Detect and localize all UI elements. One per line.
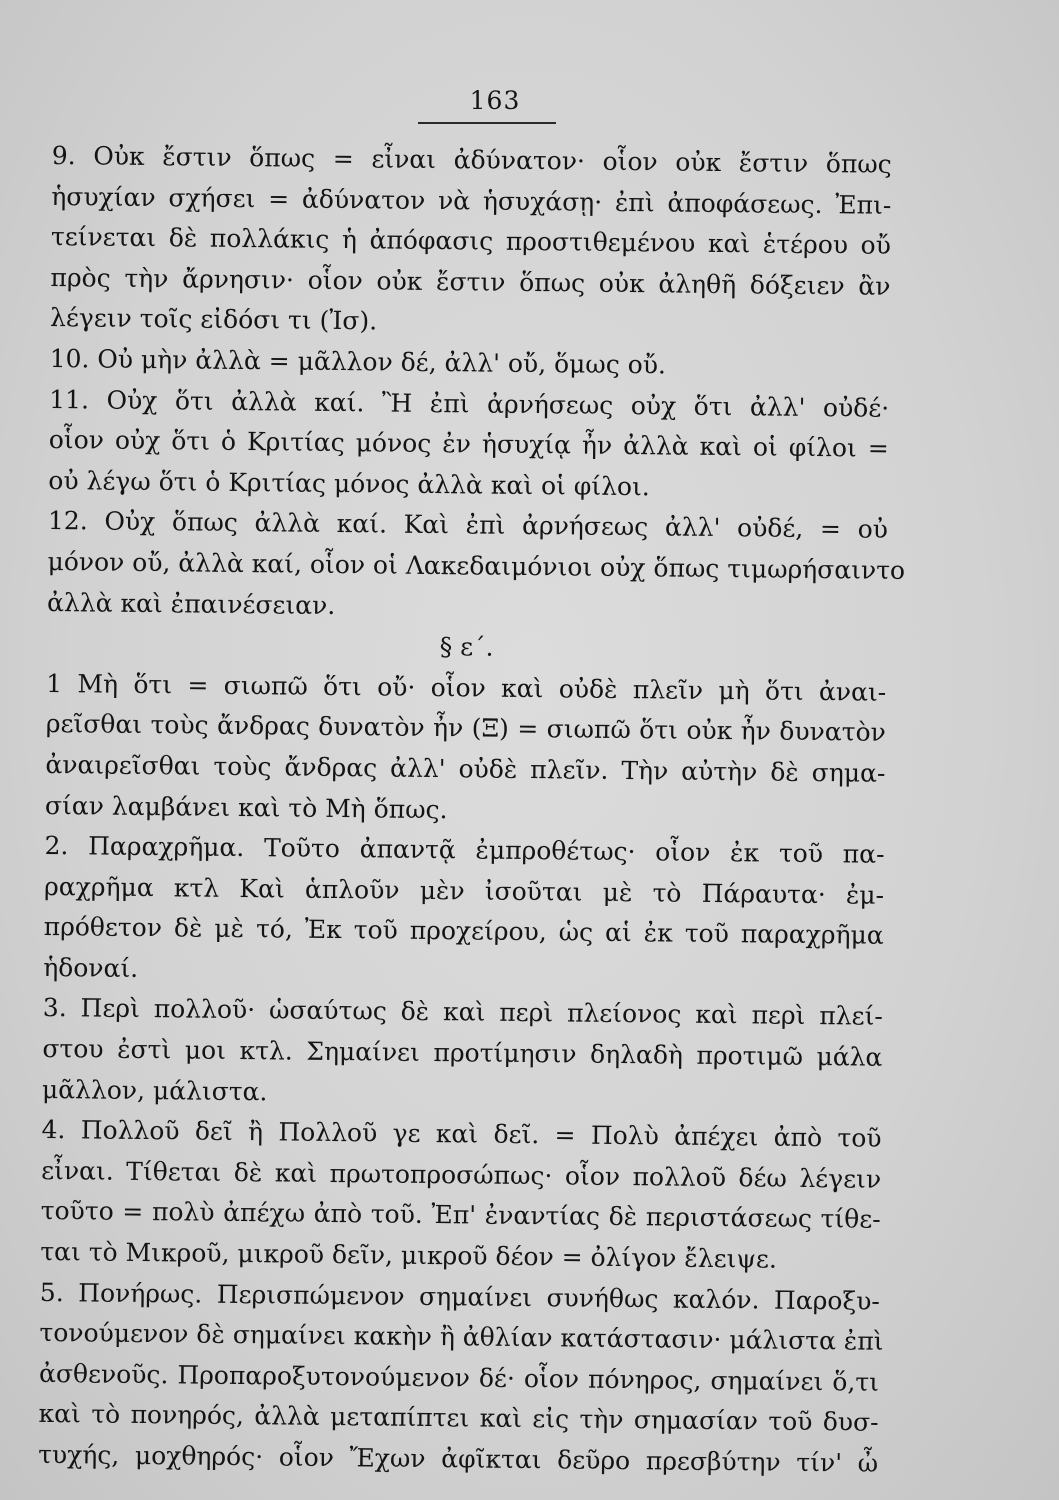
text-line: 9. Οὐκ ἔστιν ὅπως = εἶναι ἀδύνατον· οἷον οὐκ ἔστιν ὅπως (51, 140, 892, 179)
text-line: ἡδοναί. (43, 952, 139, 983)
text-line: τονούμενον δὲ σημαίνει κακὴν ἢ ἀθλίαν κατάστασιν· μάλιστα ἐπὶ (39, 1318, 884, 1356)
text-line: 3. Περὶ πολλοῦ· ὡσαύτως δὲ καὶ περὶ πλείονος καὶ περὶ πλεί- (42, 993, 883, 1032)
text-line: 1 Μὴ ὅτι = σιωπῶ ὅτι οὔ· οἷον καὶ οὐδὲ πλεῖν μὴ ὅτι ἀναι- (46, 668, 887, 707)
text-line: καὶ τὸ πονηρός, ἀλλὰ μεταπίπτει καὶ εἰς τὴν σημασίαν τοῦ δυσ- (38, 1399, 879, 1438)
text-line: τείνεται δὲ πολλάκις ἡ ἀπόφασις προστιθεμένου καὶ ἑτέρου οὔ (50, 222, 892, 260)
text-line: ραχρῆμα κτλ Καὶ ἁπλοῦν μὲν ἰσοῦται μὲ τὸ Πάραυτα· ἐμ- (43, 871, 885, 910)
body-text (38, 136, 906, 1484)
text-line: 2. Παραχρῆμα. Τοῦτο ἀπαντᾷ ἐμπροθέτως· οἷον ἐκ τοῦ πα- (44, 831, 885, 869)
text-line: 10. Οὐ μὴν ἀλλὰ = μᾶλλον δέ, ἀλλ' οὔ, ὅμως οὔ. (49, 343, 667, 380)
text-line: ρεῖσθαι τοὺς ἄνδρας δυνατὸν ἦν (Ξ) = σιωπῶ ὅτι οὐκ ἦν δυνατὸν (45, 709, 886, 748)
text-line: μόνον οὔ, ἀλλὰ καί, οἷον οἱ Λακεδαιμόνιοι οὐχ ὅπως τιμωρήσαιντο (47, 546, 906, 585)
text-line: στου ἐστὶ μοι κτλ. Σημαίνει προτίμησιν δηλαδὴ προτιμῶ μάλα (42, 1034, 883, 1072)
text-line: οἷον οὐχ ὅτι ὁ Κριτίας μόνος ἐν ἡσυχίᾳ ἦν ἀλλὰ καὶ οἱ φίλοι = (48, 425, 889, 463)
text-line: τοῦτο = πολὺ ἀπέχω ἀπὸ τοῦ. Ἐπ' ἐναντίας δὲ περιστάσεως τίθε- (40, 1196, 881, 1235)
text-line: 11. Οὐχ ὅτι ἀλλὰ καί. Ἢ ἐπὶ ἀρνήσεως οὐχ ὅτι ἀλλ' οὐδέ· (49, 384, 890, 423)
text-line: οὐ λέγω ὅτι ὁ Κριτίας μόνος ἀλλὰ καὶ οἱ φίλοι. (48, 465, 650, 502)
text-line: εἶναι. Τίθεται δὲ καὶ πρωτοπροσώπως· οἷον πολλοῦ δέω λέγειν (41, 1155, 882, 1194)
text-line: ἀναιρεῖσθαι τοὺς ἄνδρας ἀλλ' οὐδὲ πλεῖν. Τὴν αὐτὴν δὲ σημα- (45, 749, 886, 788)
text-line: τυχής, μοχθηρός· οἷον Ἔχων ἀφῖκται δεῦρο πρεσβύτην τίν' ὦ (38, 1439, 879, 1478)
text-line: 12. Οὐχ ὅπως ἀλλὰ καί. Καὶ ἐπὶ ἀρνήσεως ἀλλ' οὐδέ, = οὐ (47, 506, 889, 545)
text-line: 5. Πονήρως. Περισπώμενον σημαίνει συνήθως καλόν. Παροξυ- (39, 1277, 880, 1316)
text-line: ται τὸ Μικροῦ, μικροῦ δεῖν, μικροῦ δέον = ὀλίγον ἔλειψε. (40, 1236, 778, 1274)
text-line: ἡσυχίαν σχήσει = ἀδύνατον νὰ ἡσυχάσῃ· ἐπὶ ἀποφάσεως. Ἐπι- (51, 181, 892, 220)
page-number: 163 (469, 86, 521, 115)
text-line: πρόθετον δὲ μὲ τό, Ἐκ τοῦ προχείρου, ὡς αἱ ἐκ τοῦ παραχρῆμα (43, 912, 884, 951)
text-line: ἀσθενοῦς. Προπαροξυτονούμενον δέ· οἷον πόνηρος, σημαίνει ὅ,τι (38, 1358, 880, 1397)
text-line: πρὸς τὴν ἄρνησιν· οἷον οὐκ ἔστιν ὅπως οὐκ ἀληθῆ δόξειεν ἂν (50, 262, 891, 301)
section-heading: § ε΄. (439, 632, 494, 662)
text-line: 4. Πολλοῦ δεῖ ἢ Πολλοῦ γε καὶ δεῖ. = Πολὺ ἀπέχει ἀπὸ τοῦ (41, 1115, 882, 1153)
text-line: σίαν λαμβάνει καὶ τὸ Μὴ ὅπως. (44, 790, 448, 824)
text-line: ἀλλὰ καὶ ἐπαινέσειαν. (46, 587, 336, 620)
text-line: λέγειν τοῖς εἰδόσι τι (Ἰσ). (49, 303, 378, 336)
page-number-rule (418, 122, 556, 124)
text-line: μᾶλλον, μάλιστα. (41, 1074, 268, 1106)
